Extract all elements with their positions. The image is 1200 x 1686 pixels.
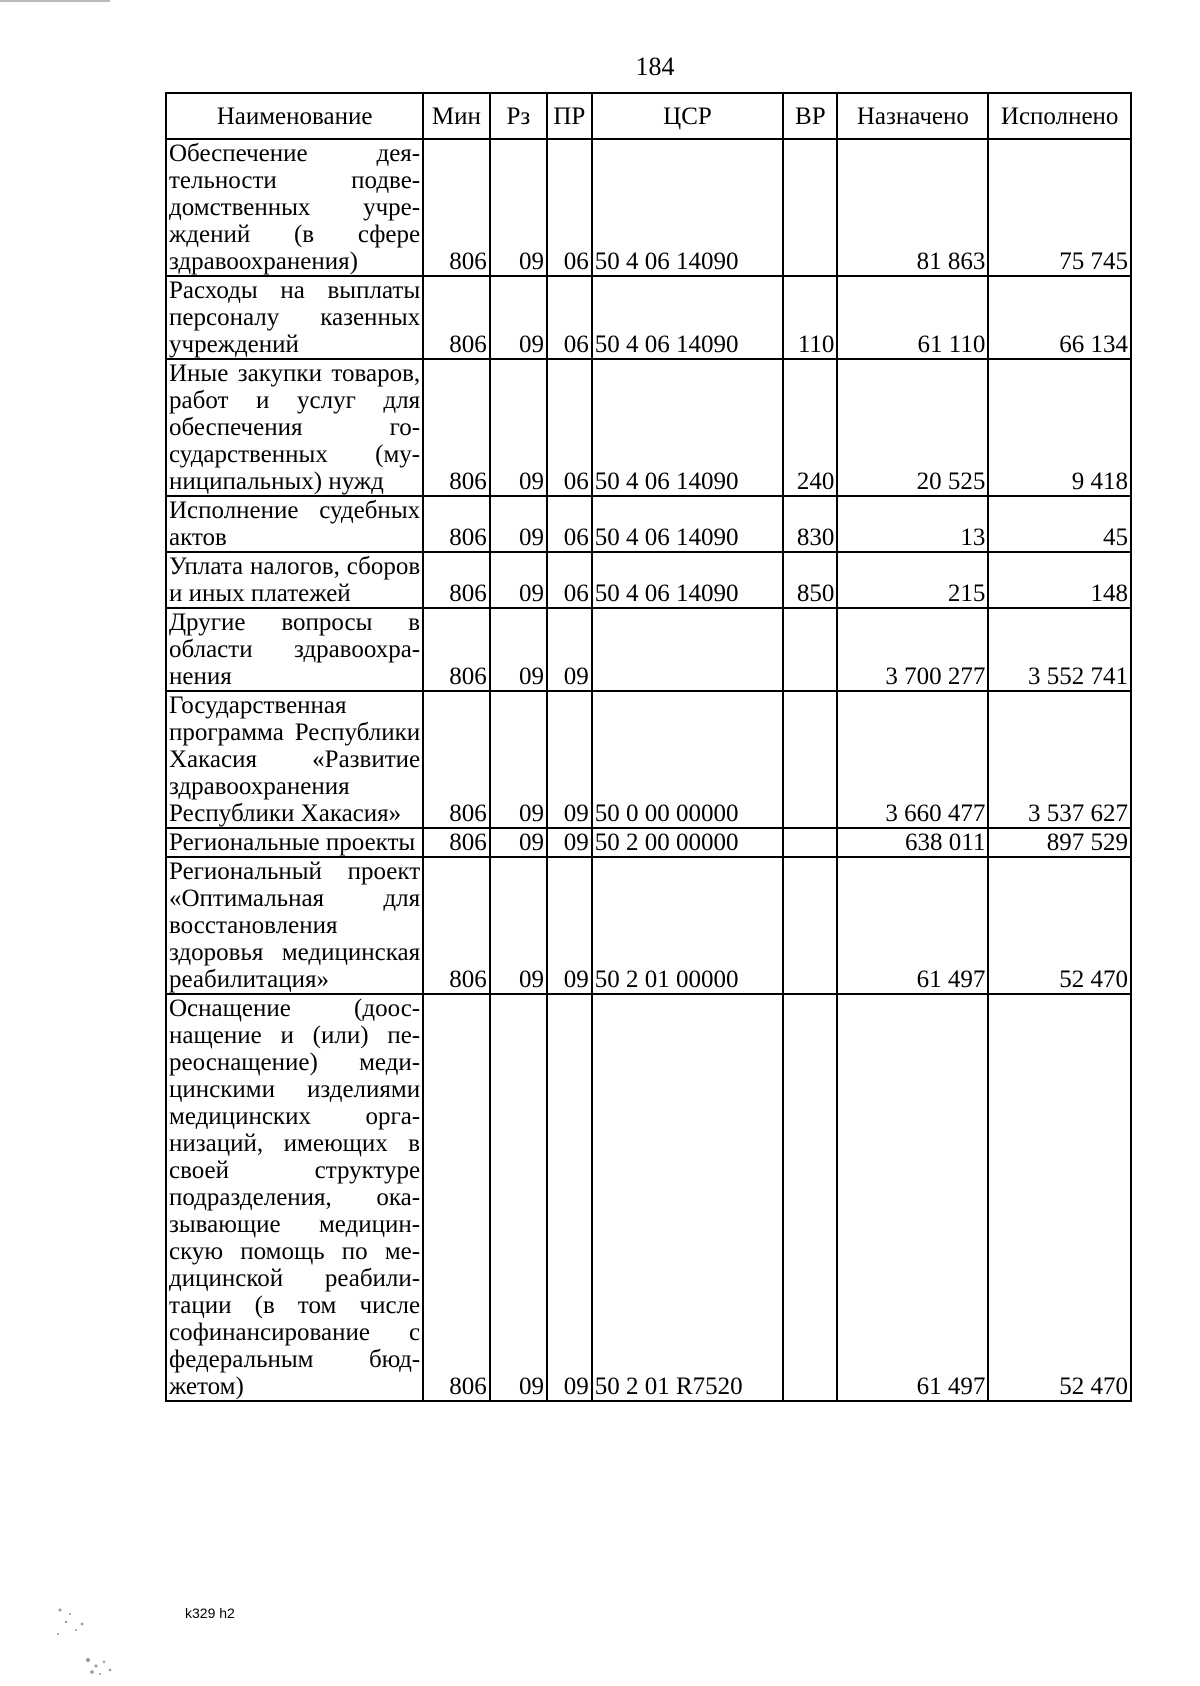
row-assigned: 81 863 [837,139,988,276]
row-rz: 09 [490,828,547,857]
row-pr: 06 [547,496,592,552]
row-rz: 09 [490,857,547,994]
row-min: 806 [423,994,490,1401]
row-name: Государственная программа Республики Хакасия «Развитие здравоохранения Республики Хакасия» [166,691,423,828]
row-assigned: 61 497 [837,994,988,1401]
row-pr: 06 [547,552,592,608]
row-assigned: 61 110 [837,276,988,359]
row-vr: 850 [783,552,837,608]
header-assigned: Назначено [837,93,988,139]
row-vr [783,691,837,828]
row-pr: 09 [547,608,592,691]
table-row [166,691,1131,828]
header-pr: ПР [547,93,592,139]
row-executed: 897 529 [988,828,1131,857]
header-min: Мин [423,93,490,139]
row-min: 806 [423,552,490,608]
row-assigned: 3 660 477 [837,691,988,828]
row-name: Оснащение (дооснащение и (или) переоснащение) медицинскими изделиями медицинских организаций, имеющих в своей структуре подразделения, оказывающие медицинскую помощь по медицинской реабилитации (в том числе софинансирование с федеральным бюджетом) [166,994,423,1401]
row-executed: 3 552 741 [988,608,1131,691]
row-csr: 50 2 01 R7520 [592,994,784,1401]
row-rz: 09 [490,691,547,828]
table-row [166,496,1131,552]
row-csr: 50 2 00 00000 [592,828,784,857]
row-assigned: 20 525 [837,359,988,496]
row-name: Обеспечение деятельности подведомственных учреждений (в сфере здравоохранения) [166,139,423,276]
header-executed: Исполнено [988,93,1131,139]
row-name: Исполнение судебных актов [166,496,423,552]
row-executed: 9 418 [988,359,1131,496]
row-csr: 50 4 06 14090 [592,359,784,496]
row-name: Региональный проект «Оптимальная для восстановления здоровья медицинская реабилитация» [166,857,423,994]
row-name: Другие вопросы в области здравоохранения [166,608,423,691]
row-executed: 66 134 [988,276,1131,359]
table-row [166,139,1131,276]
row-executed: 3 537 627 [988,691,1131,828]
table-header-row [166,93,1131,139]
row-pr: 06 [547,276,592,359]
row-vr: 110 [783,276,837,359]
row-csr: 50 2 01 00000 [592,857,784,994]
row-assigned: 215 [837,552,988,608]
table-row [166,276,1131,359]
row-rz: 09 [490,139,547,276]
row-rz: 09 [490,496,547,552]
header-rz: Рз [490,93,547,139]
row-vr [783,139,837,276]
row-vr [783,828,837,857]
row-csr: 50 4 06 14090 [592,276,784,359]
scan-noise-mark [30,1600,120,1680]
row-name: Иные закупки товаров, работ и услуг для обеспечения государственных (муниципальных) нужд [166,359,423,496]
row-csr: 50 4 06 14090 [592,139,784,276]
row-executed: 52 470 [988,994,1131,1401]
row-vr [783,857,837,994]
row-vr [783,994,837,1401]
row-rz: 09 [490,608,547,691]
row-min: 806 [423,608,490,691]
row-name: Уплата налогов, сборов и иных платежей [166,552,423,608]
table-row [166,828,1131,857]
row-pr: 09 [547,857,592,994]
table-row [166,857,1131,994]
row-vr: 830 [783,496,837,552]
row-vr [783,608,837,691]
row-pr: 09 [547,828,592,857]
scan-edge-mark [0,0,110,2]
row-rz: 09 [490,552,547,608]
header-vr: ВР [783,93,837,139]
page-number: 184 [635,52,675,81]
row-name: Расходы на выплаты персоналу казенных учреждений [166,276,423,359]
row-csr [592,608,784,691]
header-csr: ЦСР [592,93,784,139]
row-pr: 09 [547,994,592,1401]
table-row [166,552,1131,608]
row-vr: 240 [783,359,837,496]
row-rz: 09 [490,276,547,359]
table-row [166,994,1131,1401]
budget-table [165,92,1132,1402]
row-csr: 50 4 06 14090 [592,552,784,608]
header-name: Наименование [166,93,423,139]
row-min: 806 [423,857,490,994]
row-min: 806 [423,828,490,857]
row-min: 806 [423,496,490,552]
row-executed: 52 470 [988,857,1131,994]
row-min: 806 [423,276,490,359]
row-executed: 148 [988,552,1131,608]
row-pr: 06 [547,359,592,496]
row-csr: 50 0 00 00000 [592,691,784,828]
footer-code: k329 h2 [185,1605,235,1621]
row-name: Региональные проекты [166,828,423,857]
row-min: 806 [423,691,490,828]
table-row [166,608,1131,691]
row-assigned: 61 497 [837,857,988,994]
row-min: 806 [423,139,490,276]
table-row [166,359,1131,496]
row-min: 806 [423,359,490,496]
row-assigned: 638 011 [837,828,988,857]
row-csr: 50 4 06 14090 [592,496,784,552]
row-executed: 45 [988,496,1131,552]
row-rz: 09 [490,359,547,496]
row-pr: 06 [547,139,592,276]
row-assigned: 3 700 277 [837,608,988,691]
row-executed: 75 745 [988,139,1131,276]
row-pr: 09 [547,691,592,828]
row-assigned: 13 [837,496,988,552]
row-rz: 09 [490,994,547,1401]
